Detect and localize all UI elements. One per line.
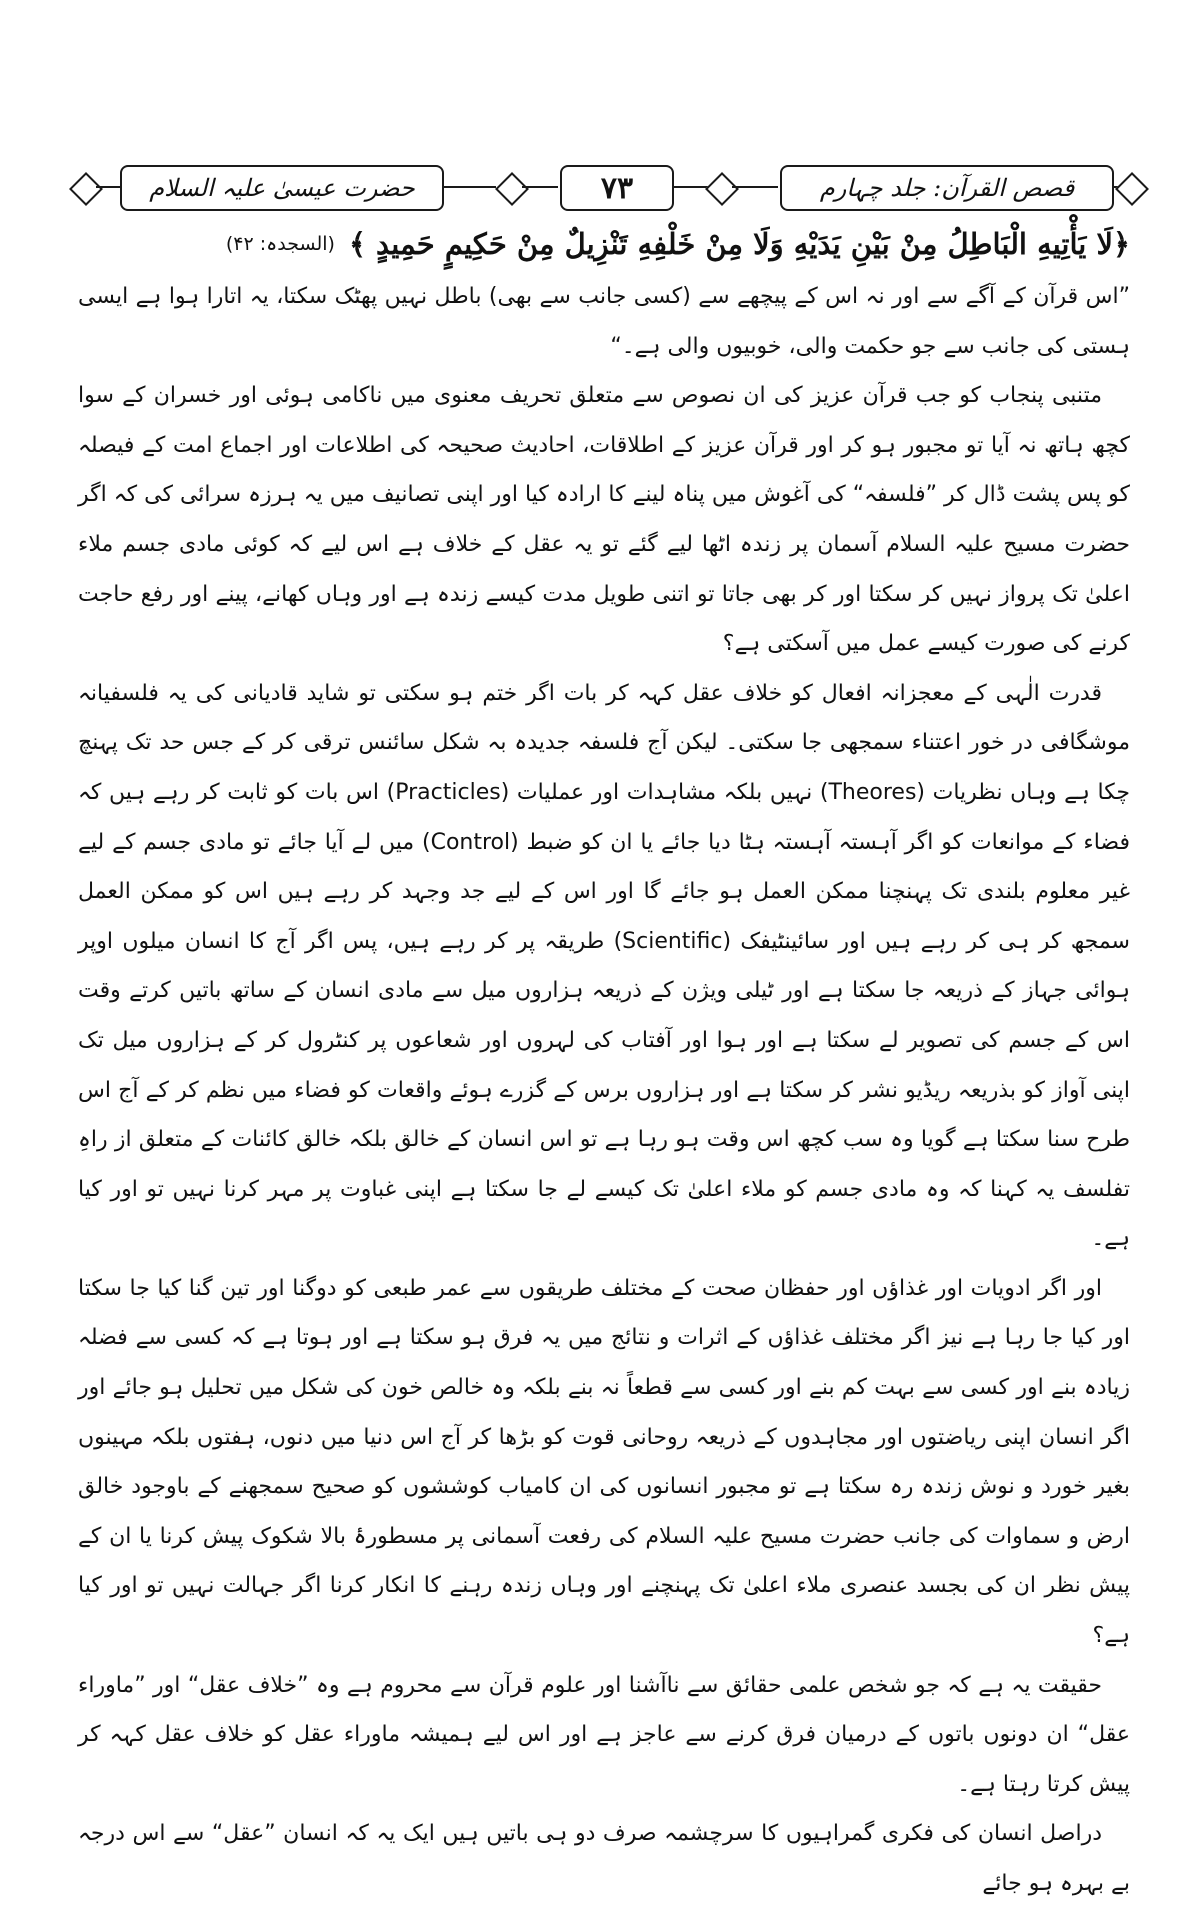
paragraph: دراصل انسان کی فکری گمراہیوں کا سرچشمہ صرف دو ہی باتیں ہیں ایک یہ کہ انسان ”عقل“ سے اس درجہ بے بہرہ ہو جائے bbox=[78, 1821, 1130, 1896]
verse-reference: (السجدہ: ۴۲) bbox=[225, 233, 335, 255]
verse-translation: ”اس قرآن کے آگے سے اور نہ اس کے پیچھے سے (کسی جانب سے بھی) باطل نہیں پھٹک سکتا، یہ اتارا ہوا ہے ایسی ہستی کی جانب سے جو حکمت والی، خوبیوں والی ہے۔“ bbox=[78, 284, 1130, 359]
paragraph: حقیقت یہ ہے کہ جو شخص علمی حقائق سے ناآشنا اور علوم قرآن سے محروم ہے وہ ”خلاف عقل“ اور ”ماوراء عقل“ ان دونوں باتوں کے درمیان فرق کرنے سے عاجز ہے اور اس لیے ہمیشہ ماوراء عقل کو خلاف عقل کہہ کر پیش کرتا رہتا ہے۔ bbox=[78, 1672, 1130, 1797]
book-title: قصص القرآن: جلد چہارم bbox=[780, 165, 1114, 211]
verse-arabic: ﴿لَا يَأْتِيهِ الْبَاطِلُ مِنْ بَيْنِ يَدَيْهِ وَلَا مِنْ خَلْفِهِ تَنْزِيلٌ مِنْ حَكِيمٍ حَمِيدٍ ﴾ bbox=[348, 227, 1130, 261]
header-ornament bbox=[1115, 172, 1149, 206]
running-header bbox=[60, 165, 1140, 211]
page-body bbox=[78, 272, 1130, 1909]
header-ornament bbox=[495, 172, 529, 206]
header-rule bbox=[522, 186, 558, 188]
header-ornament bbox=[69, 172, 103, 206]
header-rule bbox=[732, 186, 778, 188]
paragraph: متنبی پنجاب کو جب قرآن عزیز کی ان نصوص سے متعلق تحریف معنوی میں ناکامی ہوئی اور خسران کے سوا کچھ ہاتھ نہ آیا تو مجبور ہو کر اور قرآن عزیز کے اطلاقات، احادیث صحیحہ کی اطلاعات اور اجماع امت کے فیصلہ کو پس پشت ڈال کر ”فلسفہ“ کی آغوش میں پناہ لینے کا ارادہ کیا اور اپنی تصانیف میں یہ ہرزہ سرائی کی کہ اگر حضرت مسیح علیہ السلام آسمان پر زندہ اٹھا لیے گئے تو یہ عقل کے خلاف ہے اس لیے کہ کوئی مادی جسم ملاء اعلیٰ تک پرواز نہیں کر سکتا اور کر بھی جاتا تو اتنی طویل مدت کیسے زندہ ہے اور وہاں کھانے، پینے اور رفع حاجت کرنے کی صورت کیسے عمل میں آسکتی ہے؟ bbox=[78, 383, 1130, 657]
paragraph: اور اگر ادویات اور غذاؤں اور حفظان صحت کے مختلف طریقوں سے عمر طبعی کو دوگنا اور تین گنا کیا جا سکتا اور کیا جا رہا ہے نیز اگر مختلف غذاؤں کے اثرات و نتائج میں یہ فرق ہو سکتا ہے اور ہوتا ہے کہ کسی سے فضلہ زیادہ بنے اور کسی سے بہت کم بنے اور کسی سے قطعاً نہ بنے بلکہ وہ خالص خون کی شکل میں تحلیل ہو جائے اور اگر انسان اپنی ریاضتوں اور مجاہدوں کے ذریعہ روحانی قوت کو بڑھا کر آج اس دنیا میں دنوں، ہفتوں بلکہ مہینوں بغیر خورد و نوش زندہ رہ سکتا ہے تو مجبور انسانوں کی ان کامیاب کوششوں کو صحیح سمجھنے کے باوجود خالق ارض و سماوات کی جانب حضرت مسیح علیہ السلام کی رفعت آسمانی پر مسطورۂ بالا شکوک پیش کرنا یا ان کے پیش نظر ان کی بجسد عنصری ملاء اعلیٰ تک پہنچنے اور وہاں زندہ رہنے کا انکار کرنا اگر جہالت نہیں تو اور کیا ہے؟ bbox=[78, 1275, 1130, 1649]
page-number: ۷۳ bbox=[560, 165, 674, 211]
chapter-title: حضرت عیسیٰ علیہ السلام bbox=[120, 165, 444, 211]
header-ornament bbox=[705, 172, 739, 206]
paragraph: قدرت الٰہی کے معجزانہ افعال کو خلاف عقل کہہ کر بات اگر ختم ہو سکتی تو شاید قادیانی کی یہ فلسفیانہ موشگافی در خور اعتناء سمجھی جا سکتی۔ لیکن آج فلسفہ جدیدہ بہ شکل سائنس ترقی کر کے جس حد تک پہنچ چکا ہے وہاں نظریات (Theores) نہیں بلکہ مشاہدات اور عملیات (Practicles) اس بات کو ثابت کر رہے ہیں کہ فضاء کے موانعات کو اگر آہستہ آہستہ ہٹا دیا جائے یا ان کو ضبط (Control) میں لے آیا جائے تو مادی جسم کے لیے غیر معلوم بلندی تک پہنچنا ممکن العمل ہو جائے گا اور اس کے لیے جد وجہد کر رہے ہیں اس کو ممکن العمل سمجھ کر ہی کر رہے ہیں اور سائینٹیفک (Scientific) طریقہ پر کر رہے ہیں، پس اگر آج کا انسان میلوں اوپر ہوائی جہاز کے ذریعہ جا سکتا ہے اور ٹیلی ویژن کے ذریعہ ہزاروں میل سے مادی انسان کے ساتھ باتیں کرتے وقت اس کے جسم کی تصویر لے سکتا ہے اور ہوا اور آفتاب کی لہروں اور شعاعوں پر کنٹرول کر کے ہزاروں میل تک اپنی آواز کو بذریعہ ریڈیو نشر کر سکتا ہے اور ہزاروں برس کے گزرے ہوئے واقعات کو فضاء میں نظم کر کے آج اس طرح سنا سکتا ہے گویا وہ سب کچھ اس وقت ہو رہا ہے تو اس انسان کے خالق بلکہ خالق کائنات کے متعلق از راہِ تفلسف یہ کہنا کہ وہ مادی جسم کو ملاء اعلیٰ تک کیسے لے جا سکتا ہے اپنی غباوت پر مہر کرنا نہیں تو اور کیا ہے۔ bbox=[78, 680, 1130, 1252]
header-rule bbox=[672, 186, 708, 188]
header-rule bbox=[96, 186, 120, 188]
quran-verse bbox=[70, 222, 1130, 266]
header-rule bbox=[444, 186, 496, 188]
